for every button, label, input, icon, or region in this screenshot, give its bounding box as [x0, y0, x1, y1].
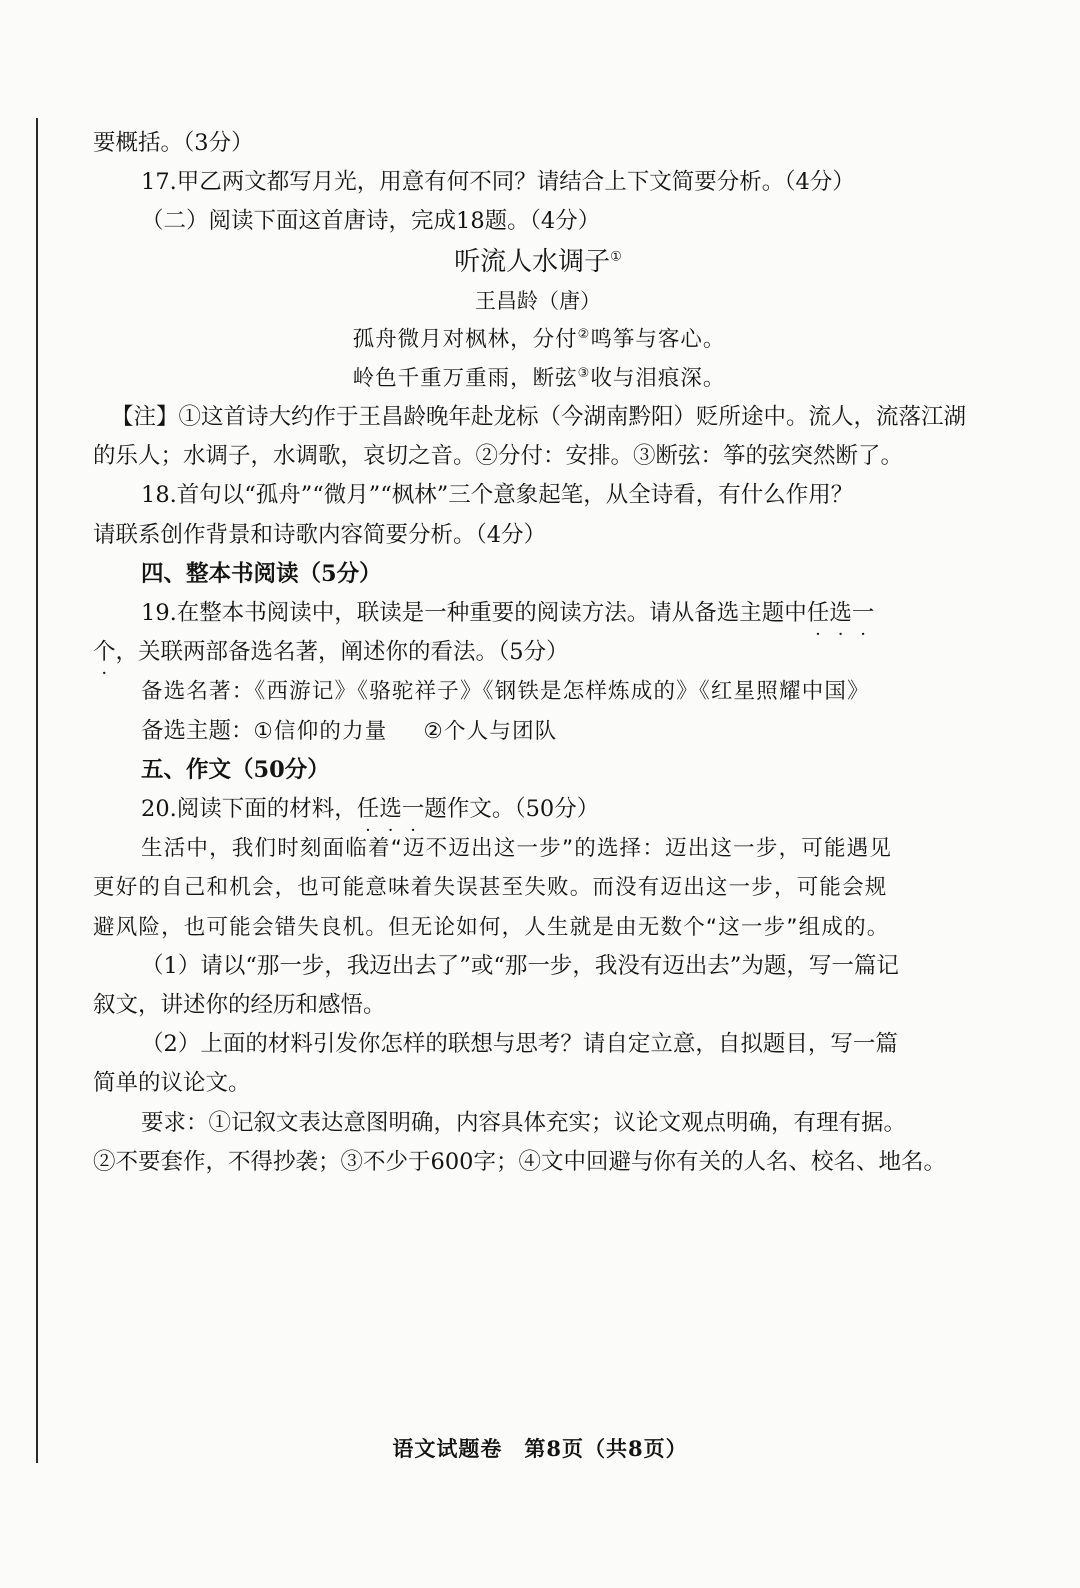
poem-line-1: 孤舟微月对枫林，分付②鸣筝与客心。: [352, 326, 726, 352]
material-text: 生活中，我们时刻面临着“迈不迈出这一步”的选择：迈出这一步，可能遇见: [141, 836, 893, 862]
material-text: 避风险，也可能会错失良机。但无论如何，人生就是由无数个“这一步”组成的。: [93, 914, 890, 940]
text-line: 要概括。（3分）: [93, 130, 254, 156]
question-18: 18.首句以“孤舟”“微月”“枫林”三个意象起笔，从全诗看，有什么作用？: [141, 482, 854, 509]
essay-requirements: 要求：①记叙文表达意图明确，内容具体充实；议论文观点明确，有理有据。: [141, 1109, 907, 1136]
candidate-books: 备选名著：《西游记》《骆驼祥子》《钢铁是怎样炼成的》《红星照耀中国》: [141, 679, 870, 705]
essay-option-1: （1）请以“那一步，我迈出去了”或“那一步，我没有迈出去”为题，写一篇记: [141, 952, 899, 979]
section-4-heading: 四、整本书阅读（5分）: [141, 560, 382, 587]
essay-option-2-cont: 简单的议论文。: [93, 1070, 251, 1097]
poem-note: 【注】①这首诗大约作于王昌龄晚年赴龙标（今湖南黔阳）贬所途中。流人，流落江湖: [111, 404, 967, 431]
section-5-heading: 五、作文（50分）: [141, 756, 330, 783]
question-17: 17.甲乙两文都写月光，用意有何不同？请结合上下文简要分析。（4分）: [141, 169, 855, 196]
page-footer: 语文试题卷 第8页（共8页）: [392, 1436, 688, 1461]
poem-author: 王昌龄（唐）: [475, 288, 601, 313]
question-19: 19.在整本书阅读中，联读是一种重要的阅读方法。请从备选主题中任选一: [141, 600, 875, 627]
footnote-mark: ①: [610, 248, 622, 264]
question-19-cont: 个，关联两部备选名著，阐述你的看法。（5分）: [93, 639, 569, 666]
essay-option-2: （2）上面的材料引发你怎样的联想与思考？请自定立意，自拟题目，写一篇: [141, 1031, 898, 1058]
essay-requirements-cont: ②不要套作，不得抄袭；③不少于600字；④文中回避与你有关的人名、校名、地名。: [93, 1148, 946, 1175]
binding-margin-line: [36, 118, 38, 1463]
section-2-heading: （二）阅读下面这首唐诗，完成18题。（4分）: [141, 208, 601, 235]
exam-page-content: [93, 124, 967, 1182]
poem-line-2: 岭色千重万重雨，断弦③收与泪痕深。: [352, 365, 726, 391]
poem-title: 听流人水调子①: [454, 246, 622, 277]
question-20: 20.阅读下面的材料，任选一题作文。（50分）: [141, 796, 600, 823]
poem-note: 的乐人；水调子，水调歌，哀切之音。②分付：安排。③断弦：筝的弦突然断了。: [93, 443, 904, 470]
candidate-themes: 备选主题：①信仰的力量 ②个人与团队: [141, 717, 558, 744]
footnote-mark: ②: [577, 326, 591, 342]
essay-option-1-cont: 叙文，讲述你的经历和感悟。: [93, 992, 386, 1019]
footnote-mark: ③: [577, 365, 591, 381]
question-18-cont: 请联系创作背景和诗歌内容简要分析。（4分）: [93, 521, 547, 548]
material-text: 更好的自己和机会，也可能意味着失误甚至失败。而没有迈出这一步，可能会规: [93, 875, 888, 901]
